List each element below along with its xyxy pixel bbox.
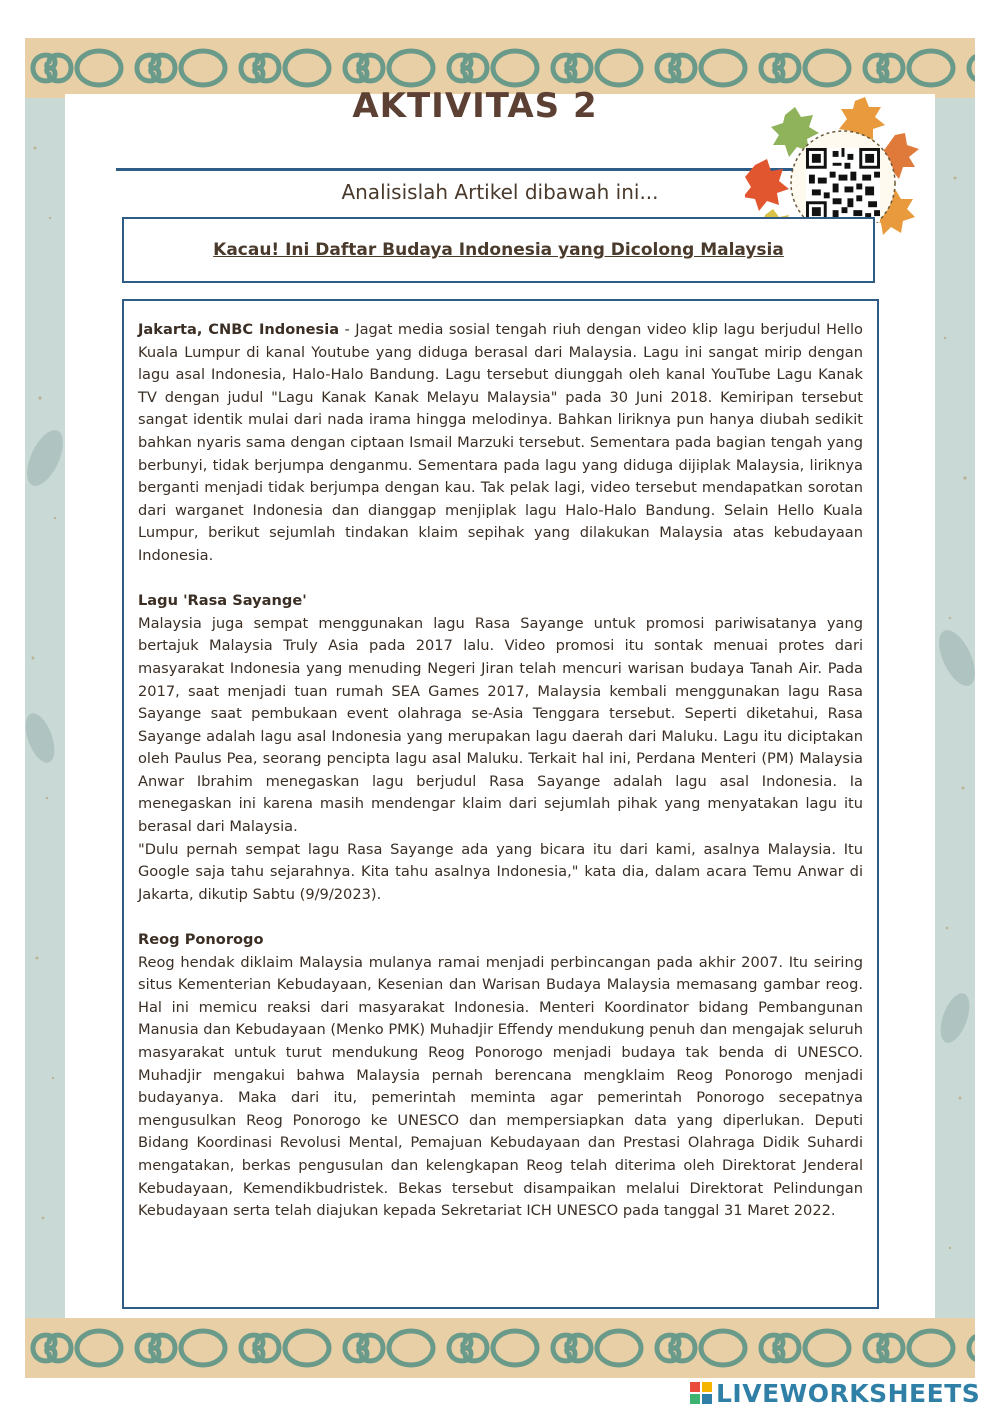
article-box [122, 299, 879, 1309]
right-leaf-decoration [935, 98, 975, 1318]
section-heading-rasa-sayange [138, 590, 863, 613]
liveworksheets-logo-icon [690, 1382, 712, 1404]
section-quote-rasa-sayange: "Dulu pernah sempat lagu Rasa Sayange ada yang bicara itu dari kami, asalnya Malaysia. Itu Google saja tahu sejarahnya. Kita tahu asalnya Indonesia," kata dia, dalam acara Temu Anwar di Jakarta, dikutip Sabtu (9/9/2023). [138, 840, 863, 903]
article-intro [138, 319, 863, 568]
liveworksheets-brand: LIVEWORKSHEETS [716, 1378, 981, 1408]
section-heading-reog-ponorogo [138, 929, 863, 952]
section-body-reog-ponorogo: Reog hendak diklaim Malaysia mulanya ramai menjadi perbincangan pada akhir 2007. Itu seiring situs Kementerian Kebudayaan, Kesenian dan Warisan Budaya Malaysia memasang gambar reog. Hal ini memicu reaksi dari masyarakat Indonesia. Menteri Koordinator bidang Pembangunan Manusia dan Kebudayaan (Menko PMK) Muhadjir Effendy mendukung penuh dan mengajak seluruh masyarakat untuk turut mendukung Reog Ponorogo menjadi budaya tak benda di UNESCO. Muhadjir mengakui bahwa Malaysia pernah berencana mengklaim Reog Ponorogo menjadi budayanya. Maka dari itu, pemerintah meminta agar pemerintah Ponorogo secepatnya mengusulkan Reog Ponorogo ke UNESCO dan mempersiapkan data yang diperlukan. Deputi Bidang Koordinasi Revolusi Mental, Pemajuan Kebudayaan dan Prestasi Olahraga Didik Suhardi mengatakan, berkas pengusulan dan kelengkapan Reog telah diterima oleh Direktorat Jenderal Kebudayaan, Kemendikbudristek. Bekas tersebut disampaikan melalui Direktorat Pelindungan Kebudayaan serta telah diajukan kepada Sekretariat ICH UNESCO pada tanggal 31 Maret 2022. [138, 953, 863, 1220]
activity-title: AKTIVITAS 2 [352, 86, 598, 126]
liveworksheets-footer[interactable] [690, 1378, 995, 1408]
activity-subtitle: Analisislah Artikel dibawah ini... [341, 180, 659, 204]
qr-code-icon [806, 148, 880, 222]
article-headline: Kacau! Ini Daftar Budaya Indonesia yang Dicolong Malaysia [213, 240, 784, 260]
article-intro-text: - Jagat media sosial tengah riuh dengan video klip lagu berjudul Hello Kuala Lumpur di kanal Youtube yang diduga berasal dari Malaysia. Lagu ini sangat mirip dengan lagu asal Indonesia, Halo-Halo Bandung. Lagu tersebut diunggah oleh kanal YouTube Lagu Kanak TV dengan judul "Lagu Kanak Kanak Melayu Malaysia" pada 30 Juni 2018. Kemiripan tersebut sangat identik mulai dari nada irama hingga melodinya. Bahkan liriknya pun hanya diubah sedikit bahkan nyaris sama dengan ciptaan Ismail Marzuki tersebut. Sementara pada bagian tengah yang berbunyi, tidak berjumpa denganmu. Sementara pada lagu yang diduga dijiplak Malaysia, liriknya berganti menjadi tidak berjumpa dengan kau. Tak pelak lagi, video tersebut mendapatkan sorotan dari warganet Indonesia dan dianggap menjiplak lagu Halo-Halo Bandung. Selain Hello Kuala Lumpur, berikut sejumlah tindakan klaim sepihak yang dilakukan Malaysia atas kebudayaan Indonesia. [138, 321, 863, 564]
left-leaf-decoration [25, 98, 65, 1318]
section-body-rasa-sayange: Malaysia juga sempat menggunakan lagu Rasa Sayange untuk promosi pariwisatanya yang bertajuk Malaysia Truly Asia pada 2017 lalu. Video promosi itu sontak menuai protes dari masyarakat Indonesia yang menuding Negeri Jiran telah mencuri warisan budaya Tanah Air. Pada 2017, saat menjadi tuan rumah SEA Games 2017, Malaysia kembali menggunakan lagu Rasa Sayange saat pembukaan event olahraga se-Asia Tenggara tersebut. Seperti diketahui, Rasa Sayange adalah lagu asal Indonesia yang merupakan lagu daerah dari Maluku. Lagu itu diciptakan oleh Paulus Pea, seorang pencipta lagu asal Maluku. Terkait hal ini, Perdana Menteri (PM) Malaysia Anwar Ibrahim menegaskan lagu berjudul Rasa Sayange adalah lagu asal Indonesia. Ia menegaskan ini karena masih mendengar klaim dari sejumlah pihak yang menyatakan lagu itu berasal dari Malaysia. [138, 614, 863, 836]
section-heading-rasa-sayange-text: Lagu 'Rasa Sayange' [138, 592, 307, 610]
bottom-ornament-border [25, 1318, 975, 1378]
article-source: Jakarta, CNBC Indonesia [138, 321, 340, 338]
section-heading-reog-ponorogo-text: Reog Ponorogo [138, 931, 264, 949]
headline-box [122, 217, 875, 283]
